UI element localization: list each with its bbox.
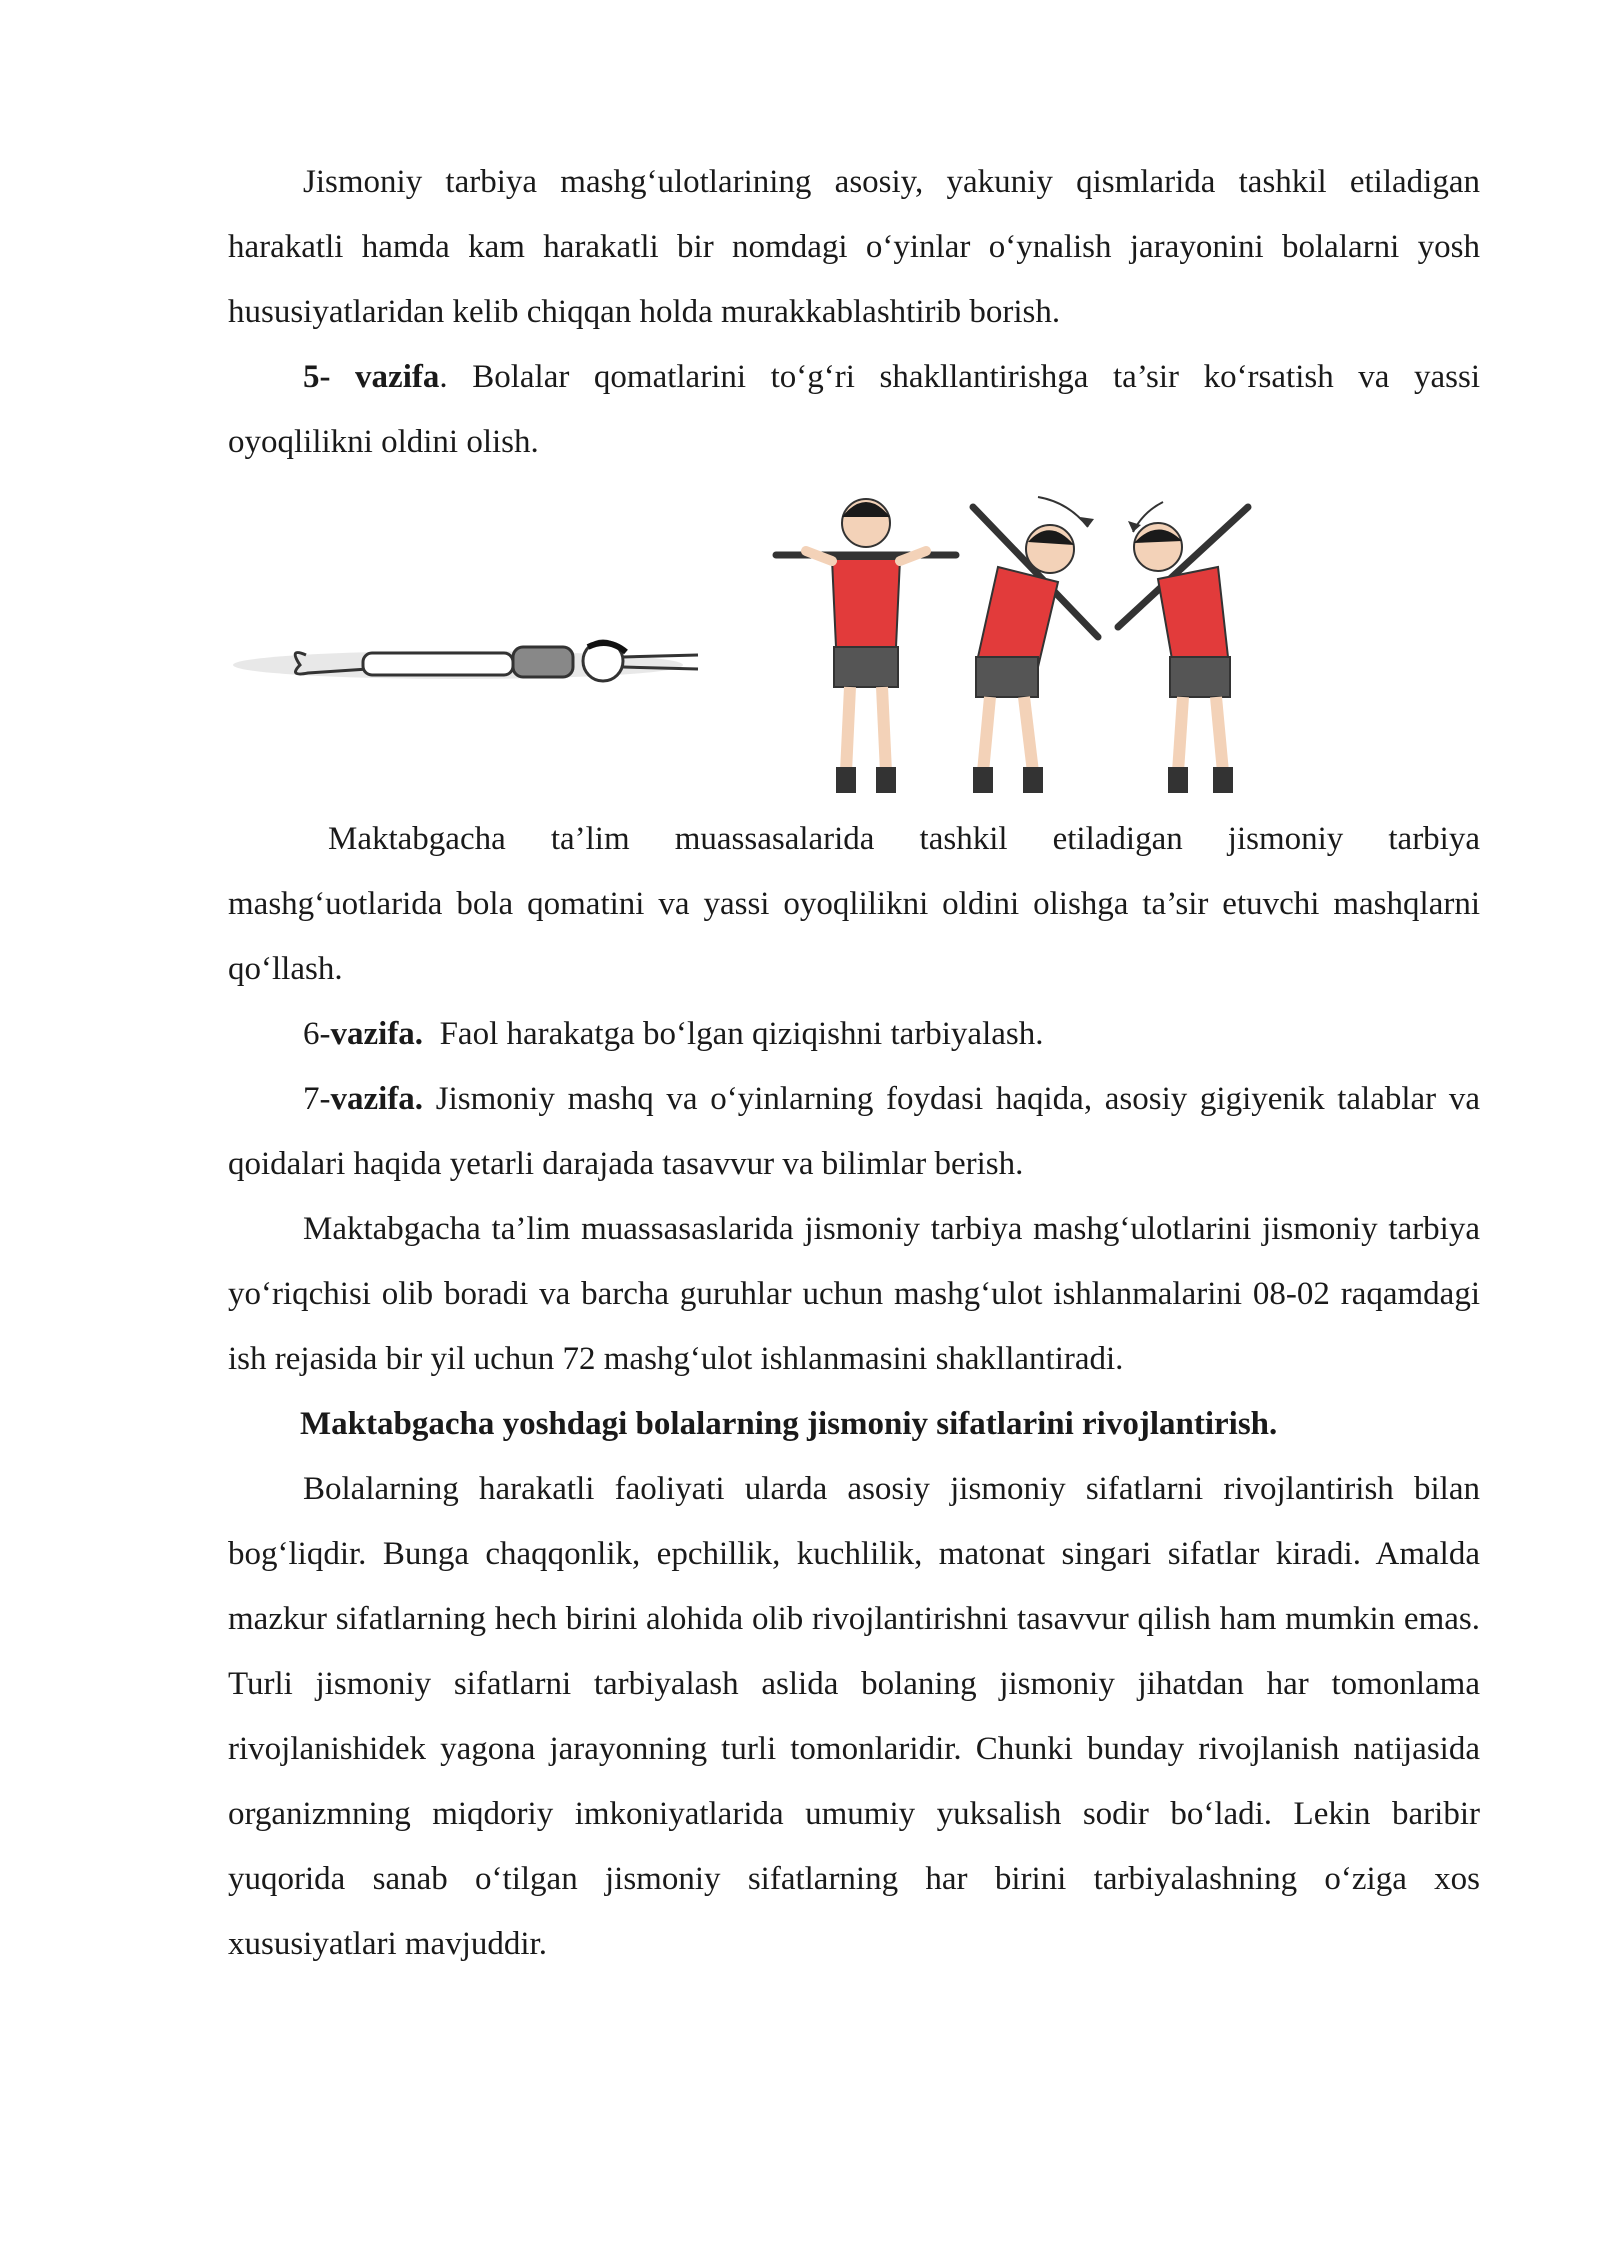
paragraph-1: Jismoniy tarbiya mashg‘ulotlarining asosiy, yakuniy qismlarida tashkil etiladigan harakatli hamda kam harakatli bir nomdagi o‘yinlar o‘ynalish jarayonini bolalarni yosh hususiyatlaridan kelib chiqqan holda murakkablashtirib borish. bbox=[228, 164, 1480, 330]
boy-side-bend-left-illustration bbox=[973, 497, 1098, 793]
paragraph-3: Maktabgacha ta’lim muassasaslarida jismoniy tarbiya mashg‘ulotlarini jismoniy tarbiya yo‘riqchisi olib boradi va barcha guruhlar uchun mashg‘ulot ishlanmalarini 08-02 raqamdagi ish rejasida bir yil uchun 72 mashg‘ulot ishlanmasini shakllantiradi. bbox=[228, 1211, 1480, 1377]
paragraph-2: Maktabgacha ta’lim muassasalarida tashkil etiladigan jismoniy tarbiya mashg‘uotlarida bola qomatini va yassi oyoqlilikni oldini olishga ta’sir etuvchi mashqlarni qo‘llash. bbox=[228, 821, 1480, 987]
task-7-paragraph bbox=[228, 1067, 1480, 1197]
document-page bbox=[228, 150, 1480, 1977]
task-5-paragraph bbox=[228, 345, 1480, 475]
lying-child-illustration bbox=[233, 641, 698, 681]
paragraph-4: Bolalarning harakatli faoliyati ularda asosiy jismoniy sifatlarni rivojlantirish bilan bog‘liqdir. Bunga chaqqonlik, epchillik, kuchlilik, matonat singari sifatlar kiradi. Amalda mazkur sifatlarning hech birini alohida olib rivojlantirishni tasavvur qilish ham mumkin emas. Turli jismoniy sifatlarni tarbiyalash aslida bolaning jismoniy jihatdan har tomonlama rivojlanishidek yagona jarayonning turli tomonlaridir. Chunki bunday rivojlanish natijasida organizmning miqdoriy imkoniyatlarida umumiy yuksalish sodir bo‘ladi. Lekin baribir yuqorida sanab o‘tilgan jismoniy sifatlarning har birini tarbiyalashning o‘ziga xos xususiyatlari mavjuddir. bbox=[228, 1471, 1480, 1962]
boy-side-bend-right-illustration bbox=[1118, 502, 1248, 793]
task-7-text: Jismoniy mashq va o‘yinlarning foydasi haqida, asosiy gigiyenik talablar va qoidalari haqida yetarli darajada tasavvur va bilimlar berish. bbox=[228, 1081, 1480, 1182]
task-5-text: . Bolalar qomatlarini to‘g‘ri shakllantirishga ta’sir ko‘rsatish va yassi oyoqlilikni oldini olish. bbox=[228, 359, 1481, 460]
task-7-number: 7- bbox=[303, 1081, 331, 1117]
boy-stick-shoulders-illustration bbox=[776, 499, 956, 793]
task-6-label: vazifa. bbox=[330, 1016, 424, 1052]
task-5-label: 5- vazifa bbox=[303, 359, 440, 395]
task-6-text: Faol harakatga bo‘lgan qiziqishni tarbiyalash. bbox=[439, 1016, 1044, 1052]
task-6-paragraph bbox=[228, 1002, 1480, 1067]
section-heading: Maktabgacha yoshdagi bolalarning jismoniy sifatlarini rivojlantirish. bbox=[300, 1406, 1278, 1442]
task-6-number: 6- bbox=[303, 1016, 331, 1052]
task-7-label: vazifa. bbox=[330, 1081, 424, 1117]
exercise-illustration bbox=[228, 487, 1480, 807]
